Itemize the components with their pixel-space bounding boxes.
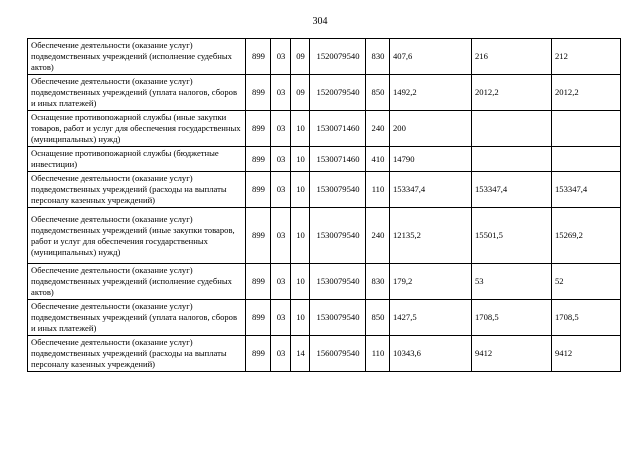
expense-type-code: 830 xyxy=(366,264,390,300)
section-code: 03 xyxy=(271,111,291,147)
amount-year-1: 407,6 xyxy=(390,39,472,75)
subsection-code: 10 xyxy=(291,172,310,208)
amount-year-3: 212 xyxy=(552,39,621,75)
section-code: 03 xyxy=(271,147,291,172)
amount-year-2 xyxy=(472,147,552,172)
subsection-code: 09 xyxy=(291,39,310,75)
amount-year-1: 12135,2 xyxy=(390,208,472,264)
section-code: 03 xyxy=(271,39,291,75)
row-name: Обеспечение деятельности (оказание услуг) подведомственных учреждений (расходы на выплаты персоналу казенных учреждений) xyxy=(28,336,246,372)
target-article-code: 1520079540 xyxy=(310,75,366,111)
row-name: Обеспечение деятельности (оказание услуг) подведомственных учреждений (расходы на выплаты персоналу казенных учреждений) xyxy=(28,172,246,208)
ministry-code: 899 xyxy=(246,336,271,372)
target-article-code: 1530071460 xyxy=(310,111,366,147)
section-code: 03 xyxy=(271,336,291,372)
expense-type-code: 240 xyxy=(366,208,390,264)
amount-year-2: 1708,5 xyxy=(472,300,552,336)
ministry-code: 899 xyxy=(246,147,271,172)
amount-year-2: 15501,5 xyxy=(472,208,552,264)
table-row xyxy=(28,336,621,372)
section-code: 03 xyxy=(271,75,291,111)
amount-year-3: 1708,5 xyxy=(552,300,621,336)
subsection-code: 10 xyxy=(291,264,310,300)
amount-year-3: 2012,2 xyxy=(552,75,621,111)
table-row xyxy=(28,300,621,336)
subsection-code: 10 xyxy=(291,111,310,147)
expense-type-code: 110 xyxy=(366,172,390,208)
ministry-code: 899 xyxy=(246,300,271,336)
expense-type-code: 850 xyxy=(366,75,390,111)
table-row xyxy=(28,39,621,75)
table-row xyxy=(28,147,621,172)
row-name: Оснащение противопожарной службы (бюджетные инвестиции) xyxy=(28,147,246,172)
expense-type-code: 410 xyxy=(366,147,390,172)
row-name: Обеспечение деятельности (оказание услуг) подведомственных учреждений (исполнение судебных актов) xyxy=(28,264,246,300)
table-body xyxy=(28,39,621,372)
row-name: Оснащение противопожарной службы (иные закупки товаров, работ и услуг для обеспечения государственных (муниципальных) нужд) xyxy=(28,111,246,147)
amount-year-2: 2012,2 xyxy=(472,75,552,111)
target-article-code: 1530079540 xyxy=(310,300,366,336)
amount-year-1: 179,2 xyxy=(390,264,472,300)
target-article-code: 1520079540 xyxy=(310,39,366,75)
expense-type-code: 110 xyxy=(366,336,390,372)
subsection-code: 09 xyxy=(291,75,310,111)
amount-year-2 xyxy=(472,111,552,147)
amount-year-1: 1492,2 xyxy=(390,75,472,111)
section-code: 03 xyxy=(271,300,291,336)
target-article-code: 1560079540 xyxy=(310,336,366,372)
table-row xyxy=(28,264,621,300)
target-article-code: 1530079540 xyxy=(310,264,366,300)
amount-year-1: 14790 xyxy=(390,147,472,172)
ministry-code: 899 xyxy=(246,208,271,264)
amount-year-3 xyxy=(552,111,621,147)
amount-year-2: 53 xyxy=(472,264,552,300)
target-article-code: 1530079540 xyxy=(310,172,366,208)
expense-type-code: 830 xyxy=(366,39,390,75)
expense-type-code: 240 xyxy=(366,111,390,147)
amount-year-2: 153347,4 xyxy=(472,172,552,208)
table-row xyxy=(28,75,621,111)
section-code: 03 xyxy=(271,172,291,208)
target-article-code: 1530079540 xyxy=(310,208,366,264)
amount-year-1: 1427,5 xyxy=(390,300,472,336)
expense-type-code: 850 xyxy=(366,300,390,336)
amount-year-3: 9412 xyxy=(552,336,621,372)
table-row xyxy=(28,111,621,147)
row-name: Обеспечение деятельности (оказание услуг) подведомственных учреждений (уплата налогов, сборов и иных платежей) xyxy=(28,75,246,111)
subsection-code: 14 xyxy=(291,336,310,372)
amount-year-2: 216 xyxy=(472,39,552,75)
ministry-code: 899 xyxy=(246,39,271,75)
budget-table xyxy=(27,38,621,372)
row-name: Обеспечение деятельности (оказание услуг) подведомственных учреждений (уплата налогов, сборов и иных платежей) xyxy=(28,300,246,336)
amount-year-1: 153347,4 xyxy=(390,172,472,208)
amount-year-3: 15269,2 xyxy=(552,208,621,264)
ministry-code: 899 xyxy=(246,111,271,147)
amount-year-3: 52 xyxy=(552,264,621,300)
row-name: Обеспечение деятельности (оказание услуг) подведомственных учреждений (исполнение судебных актов) xyxy=(28,39,246,75)
amount-year-2: 9412 xyxy=(472,336,552,372)
section-code: 03 xyxy=(271,208,291,264)
amount-year-3: 153347,4 xyxy=(552,172,621,208)
ministry-code: 899 xyxy=(246,75,271,111)
subsection-code: 10 xyxy=(291,147,310,172)
row-name: Обеспечение деятельности (оказание услуг) подведомственных учреждений (иные закупки товаров, работ и услуг для обеспечения государственных (муниципальных) нужд) xyxy=(28,208,246,264)
table-row xyxy=(28,208,621,264)
target-article-code: 1530071460 xyxy=(310,147,366,172)
amount-year-1: 200 xyxy=(390,111,472,147)
section-code: 03 xyxy=(271,264,291,300)
subsection-code: 10 xyxy=(291,300,310,336)
ministry-code: 899 xyxy=(246,264,271,300)
amount-year-3 xyxy=(552,147,621,172)
table-row xyxy=(28,172,621,208)
amount-year-1: 10343,6 xyxy=(390,336,472,372)
page-number: 304 xyxy=(312,16,328,27)
ministry-code: 899 xyxy=(246,172,271,208)
subsection-code: 10 xyxy=(291,208,310,264)
